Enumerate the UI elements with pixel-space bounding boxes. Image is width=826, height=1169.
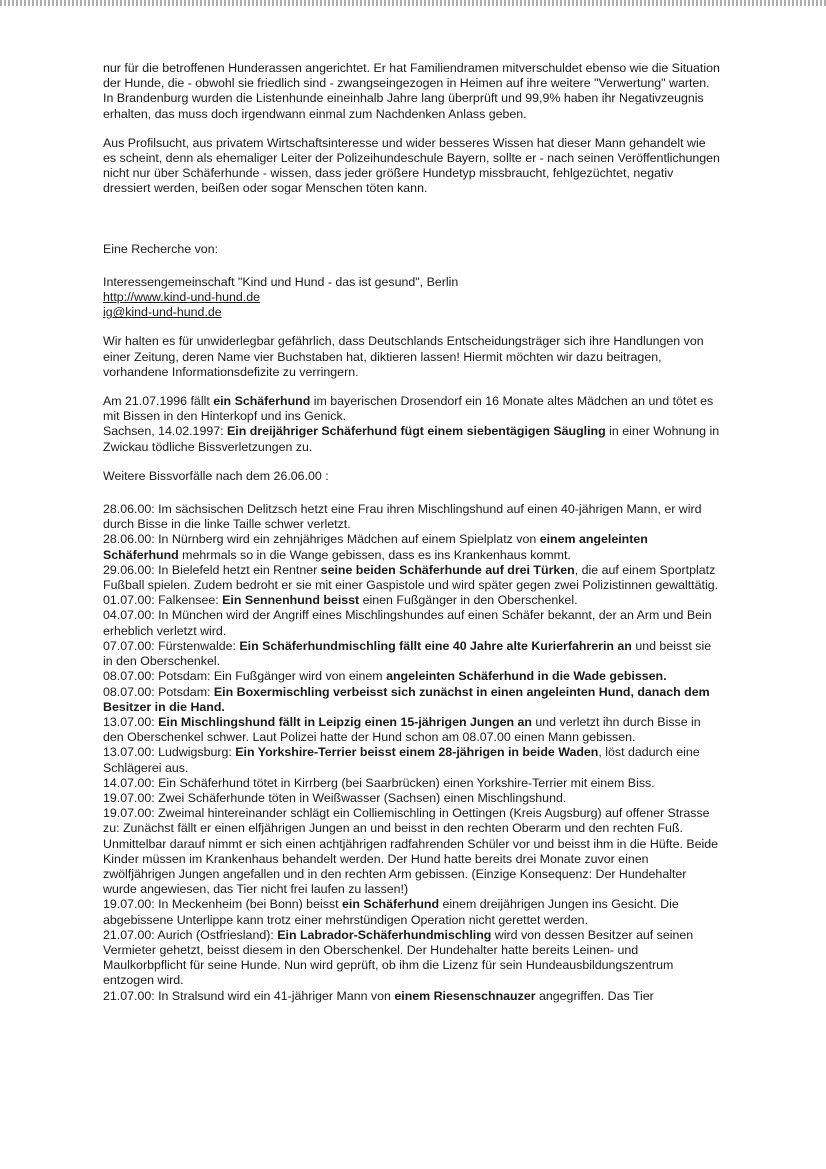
body-text: 04.07.00: In München wird der Angriff eines Mischlingshundes auf einen Schäfer bekannt, der an Arm und Bein erheblich verletzt wird. <box>103 608 712 638</box>
emphasis-text: Ein Boxermischling verbeisst sich zunächst in einen angeleinten Hund, danach dem Besitzer in die Hand. <box>103 684 710 714</box>
body-text: angegriffen. Das Tier <box>535 988 654 1003</box>
incident-entry <box>103 593 721 608</box>
incident-list <box>103 502 721 1004</box>
body-text: , die auf einem Sportplatz Fußball spielen. Zudem bedroht er sie mit einer Gaspistole und wird später gegen zwei Polizistinnen gewalttätig. <box>103 562 719 593</box>
body-text: 19.07.00: Zweimal hintereinander schlägt ein Colliemischling in Oettingen (Kreis Augsburg) auf offener Strasse zu: Zunächst fällt er einen elfjährigen Jungen an und beisst in den rechten Oberarm und den rechten Fuß. Unmittelbar darauf nimmt er sich einen achtjährigen radfahrenden Schüler vor und beisst ihm in die Hüfte. Beide Kinder müssen im Krankenhaus behandelt werden. Der Hund hatte bereits drei Monate zuvor einen zwölfjährigen Jungen angefallen und in den rechten Arm gebissen. (Einzige Konsequenz: Der Hundehalter wurde angewiesen, das Tier nicht frei laufen zu lassen!) <box>103 806 719 897</box>
emphasis-text: Ein Sennenhund beisst <box>222 593 360 608</box>
body-text: 13.07.00: <box>103 714 159 729</box>
further-incidents-heading: Weitere Bissvorfälle nach dem 26.06.00 : <box>103 468 329 483</box>
body-text: einem dreijährigen Jungen ins Gesicht. Die abgebissene Unterlippe kann trotz einer mehrstündigen Operation nicht gerettet werden. <box>103 897 679 927</box>
incident-entry <box>103 745 721 775</box>
history-entry <box>103 424 721 454</box>
emphasis-text: Ein Schäferhundmischling fällt eine 40 Jahre alte Kurierfahrerin an <box>239 638 632 653</box>
body-text: in einer Wohnung in Zwickau tödliche Bissverletzungen zu. <box>103 424 720 454</box>
body-text: 29.06.00: In Bielefeld hetzt ein Rentner <box>103 562 321 577</box>
incident-entry <box>103 563 721 593</box>
intro-paragraph-1: nur für die betroffenen Hunderassen angerichtet. Er hat Familiendramen mitverschuldet ebenso wie die Situation der Hunde, die - obwohl sie friedlich sind - zwangseingezogen in Heimen auf ihre weitere "Verwertung" warten. In Brandenburg wurden die Listenhunde eineinhalb Jahre lang überprüft und 99,9% haben ihr Negativzeugnis erhalten, das muss doch irgendwann einmal zum Nachdenken Anlass geben. <box>103 61 720 121</box>
incident-entry <box>103 502 721 532</box>
incident-entry <box>103 791 721 806</box>
body-text: und verletzt ihn durch Bisse in den Oberschenkel schwer. Laut Polizei hatte der Hund schon am 08.07.00 einen Mann gebissen. <box>103 714 701 745</box>
body-text: 21.07.00: In Stralsund wird ein 41-jähriger Mann von <box>103 988 395 1003</box>
body-text: mehrmals so in die Wange gebissen, dass es ins Krankenhaus kommt. <box>178 547 571 562</box>
body-text: 21.07.00: Aurich (Ostfriesland): <box>103 927 278 942</box>
body-text: 28.06.00: In Nürnberg wird ein zehnjähriges Mädchen auf einem Spielplatz von <box>103 532 540 547</box>
incident-entry <box>103 776 721 791</box>
history-entry <box>103 394 721 424</box>
incident-entry <box>103 806 721 897</box>
emphasis-text: ein Schäferhund <box>213 394 311 409</box>
email-link[interactable]: ig@kind-und-hund.de <box>103 305 222 320</box>
body-text: 07.07.00: Fürstenwalde: <box>103 638 240 653</box>
incident-entry <box>103 669 721 684</box>
research-label: Eine Recherche von: <box>103 241 219 256</box>
body-text: Sachsen, 14.02.1997: <box>103 424 228 439</box>
emphasis-text: Ein Mischlingshund fällt in Leipzig einen 15-jährigen Jungen an <box>158 714 532 729</box>
body-text: , löst dadurch eine Schlägerei aus. <box>103 745 700 775</box>
incident-entry <box>103 639 721 669</box>
body-text: wird von dessen Besitzer auf seinen Vermieter gehetzt, beisst diesem in den Oberschenkel. Der Hundehalter hatte bereits Leinen- und Maulkorbpflicht für seine Hunde. Nun wird geprüft, ob ihm die Lizenz für sein Hundeausbildungszentrum entzogen wird. <box>103 927 694 988</box>
body-text: und beisst sie in den Oberschenkel. <box>103 638 712 669</box>
body-text: 19.07.00: Zwei Schäferhunde töten in Weißwasser (Sachsen) einen Mischlingshund. <box>103 790 567 805</box>
emphasis-text: seine beiden Schäferhunde auf drei Türken <box>320 562 575 577</box>
incident-entry <box>103 532 721 562</box>
body-text: einen Fußgänger in den Oberschenkel. <box>359 593 578 608</box>
emphasis-text: ein Schäferhund <box>342 897 440 912</box>
emphasis-text: Ein Labrador-Schäferhundmischling <box>277 927 492 942</box>
emphasis-text: einem angeleinten Schäferhund <box>103 532 648 562</box>
incident-entry <box>103 928 721 989</box>
emphasis-text: Ein dreijähriger Schäferhund fügt einem siebentägigen Säugling <box>227 424 606 439</box>
intro-paragraph-2: Aus Profilsucht, aus privatem Wirtschaftsinteresse und wider besseres Wissen hat dieser Mann gehandelt wie es scheint, denn als ehemaliger Leiter der Polizeihundeschule Bayern, sollte er - nach seinen Veröffentlichungen nicht nur über Schäferhunde - wissen, dass jeder größere Hundetyp missbraucht, fehlgezüchtet, negativ dressiert werden, beißen oder sogar Menschen töten kann. <box>103 135 720 196</box>
incident-entry <box>103 608 721 638</box>
body-text: im bayerischen Drosendorf ein 16 Monate altes Mädchen an und tötet es mit Bissen in den Hinterkopf und ins Genick. <box>103 394 714 424</box>
body-text: 01.07.00: Falkensee: <box>103 593 223 608</box>
body-text: 19.07.00: In Meckenheim (bei Bonn) beisst <box>103 897 342 912</box>
emphasis-text: einem Riesenschnauzer <box>394 988 536 1003</box>
body-text: 28.06.00: Im sächsischen Delitzsch hetzt eine Frau ihren Mischlingshund auf einen 40-jährigen Mann, er wird durch Bisse in die linke Taille schwer verletzt. <box>103 502 702 532</box>
scan-top-border <box>0 0 826 6</box>
body-text: 08.07.00: Potsdam: <box>103 684 214 699</box>
research-org: Interessengemeinschaft "Kind und Hund - das ist gesund", Berlin <box>103 274 459 289</box>
incident-entry <box>103 989 721 1004</box>
body-text: 08.07.00: Potsdam: Ein Fußgänger wird von einem <box>103 669 387 684</box>
body-text: 14.07.00: Ein Schäferhund tötet in Kirrberg (bei Saarbrücken) einen Yorkshire-Terrier mit einem Biss. <box>103 775 655 790</box>
emphasis-text: angeleinten Schäferhund in die Wade gebissen. <box>386 669 667 684</box>
body-text: Am 21.07.1996 fällt <box>103 394 214 409</box>
emphasis-text: Ein Yorkshire-Terrier beisst einem 28-jährigen in beide Waden <box>235 745 599 760</box>
document-page <box>103 61 721 1004</box>
incident-entry <box>103 715 721 745</box>
incident-entry <box>103 685 721 715</box>
incident-entry <box>103 897 721 927</box>
history-section <box>103 394 721 455</box>
statement-paragraph: Wir halten es für unwiderlegbar gefährlich, dass Deutschlands Entscheidungsträger sich ihre Handlungen von einer Zeitung, deren Name vier Buchstaben hat, diktieren lassen! Hiermit möchten wir dazu beitragen, vorhandene Informationsdefizite zu verringern. <box>103 334 704 379</box>
website-link[interactable]: http://www.kind-und-hund.de <box>103 290 261 305</box>
body-text: 13.07.00: Ludwigsburg: <box>103 745 236 760</box>
